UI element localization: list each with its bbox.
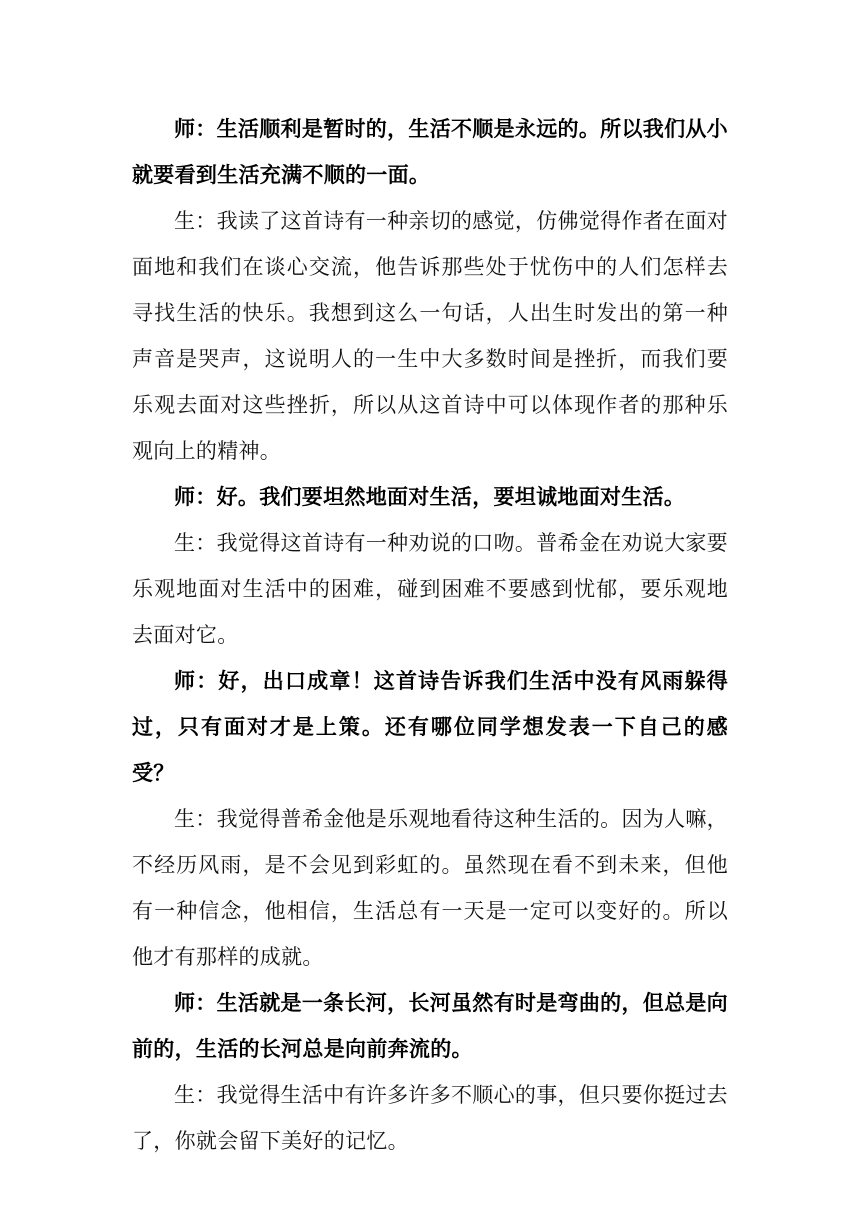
teacher-paragraph-3: 师：好，出口成章！这首诗告诉我们生活中没有风雨躲得过，只有面对才是上策。还有哪位同学想发表一下自己的感受？	[132, 669, 728, 785]
document-page	[132, 106, 728, 1164]
student-paragraph-2: 生：我觉得这首诗有一种劝说的口吻。普希金在劝说大家要乐观地面对生活中的困难，碰到困难不要感到忧郁，要乐观地去面对它。	[132, 531, 728, 647]
teacher-paragraph-1: 师：生活顺利是暂时的，生活不顺是永远的。所以我们从小就要看到生活充满不顺的一面。	[132, 117, 728, 187]
student-paragraph-4: 生：我觉得生活中有许多许多不顺心的事，但只要你挺过去了，你就会留下美好的记忆。	[132, 1083, 728, 1153]
student-paragraph-1: 生：我读了这首诗有一种亲切的感觉，仿佛觉得作者在面对面地和我们在谈心交流，他告诉那些处于忧伤中的人们怎样去寻找生活的快乐。我想到这么一句话，人出生时发出的第一种声音是哭声，这说明人的一生中大多数时间是挫折，而我们要乐观去面对这些挫折，所以从这首诗中可以体现作者的那种乐观向上的精神。	[132, 209, 728, 463]
teacher-paragraph-4: 师：生活就是一条长河，长河虽然有时是弯曲的，但总是向前的，生活的长河总是向前奔流的。	[132, 991, 728, 1061]
teacher-paragraph-2: 师：好。我们要坦然地面对生活，要坦诚地面对生活。	[174, 485, 686, 509]
student-paragraph-3: 生：我觉得普希金他是乐观地看待这种生活的。因为人嘛，不经历风雨，是不会见到彩虹的。虽然现在看不到未来，但他有一种信念，他相信，生活总有一天是一定可以变好的。所以他才有那样的成就。	[132, 807, 728, 969]
